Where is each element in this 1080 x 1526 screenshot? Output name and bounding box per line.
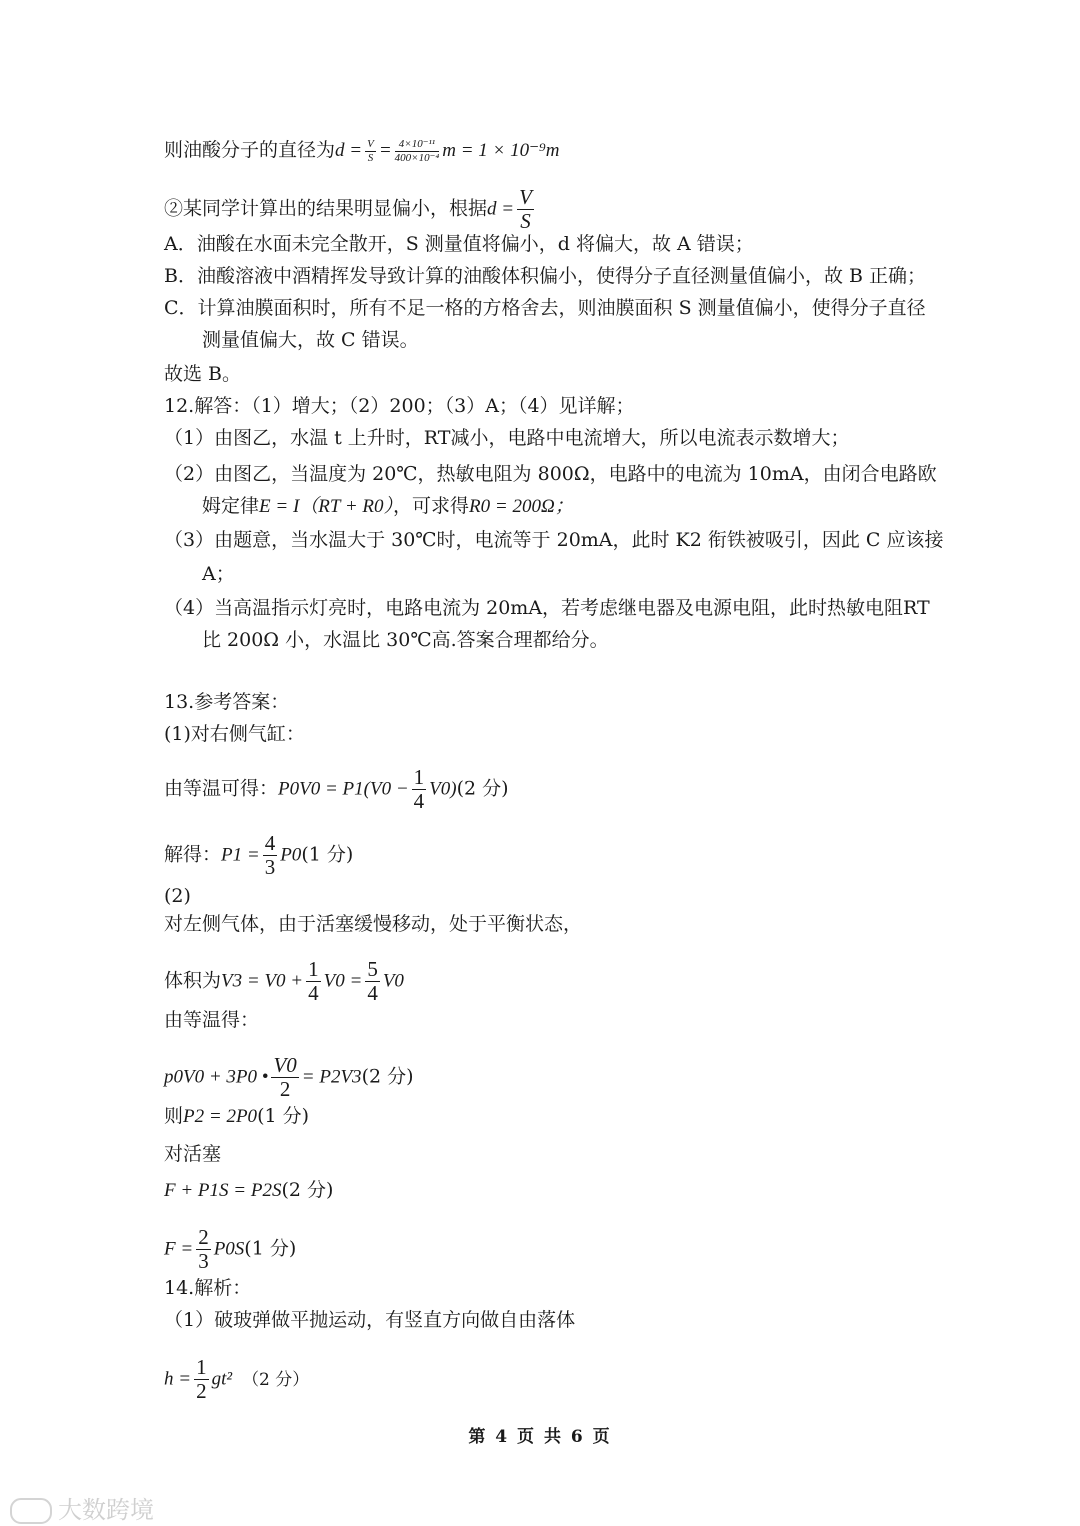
score: (2 分) — [456, 777, 509, 800]
text: 由等温可得： — [164, 777, 279, 800]
frac-v-s — [365, 138, 376, 163]
diameter-line: 则油酸分子的直径为d = $\frac{V}{S}$ = $\frac{\text{4×10⁻¹¹}}{\text{400×10⁻⁴}}$ m = 1 × 10⁻⁹m — [164, 138, 560, 164]
option-b: B．油酸溶液中酒精挥发导致计算的油酸体积偏小，使得分子直径测量值偏小，故 B 正确； — [164, 265, 927, 287]
frac-5-4 — [365, 958, 380, 1005]
q12-answer: 12.解答：（1）增大；（2）200；（3）A；（4）见详解； — [164, 395, 635, 417]
eq-rhs: = P2V3 — [301, 1066, 362, 1088]
text: 解得： — [164, 843, 222, 866]
eq-lhs: h = — [164, 1368, 192, 1390]
frac-1-2 — [194, 1356, 209, 1403]
q14-part1: （1）破玻弹做平抛运动，有竖直方向做自由落体 — [164, 1309, 576, 1331]
num: V — [367, 138, 374, 151]
den: 2 — [279, 1077, 291, 1102]
text: ②某同学计算出的结果明显偏小，根据 — [164, 197, 488, 220]
score: (2 分) — [361, 1065, 414, 1088]
eq-rhs: P0S — [213, 1238, 245, 1260]
num: 5 — [367, 957, 378, 981]
num: 4×10⁻¹¹ — [395, 138, 440, 151]
frac-v-s-big — [517, 186, 534, 233]
q12-part4-cont: 比 200Ω 小，水温比 30℃高.答案合理都给分。 — [202, 629, 609, 651]
frac-1-4 — [412, 766, 427, 813]
num: V0 — [273, 1053, 297, 1077]
p2-eq: P2 = 2P0 — [183, 1106, 258, 1127]
den: 3 — [264, 855, 276, 880]
text: 姆定律 — [202, 495, 260, 517]
eq-rhs: gt² — [211, 1368, 233, 1390]
q13-part2: (2) — [164, 885, 191, 907]
page-number: 第 4 页 共 6 页 — [468, 1427, 612, 1447]
den: 4 — [367, 981, 378, 1006]
frac-4-3 — [263, 832, 278, 879]
line-2 — [164, 186, 537, 233]
q12-part3: （3）由题意，当水温大于 30℃时，电流等于 20mA，此时 K2 衔铁被吸引，因此 C 应该接 — [164, 529, 944, 551]
den: 3 — [198, 1249, 209, 1274]
q13-heading: 13.参考答案： — [164, 691, 290, 713]
p2-result — [164, 1104, 309, 1129]
num: V — [519, 185, 532, 209]
score: （2 分） — [242, 1369, 310, 1390]
den: 4 — [308, 981, 319, 1006]
force-eq1 — [164, 1178, 333, 1203]
d-expr: d = — [335, 140, 363, 161]
force-eq2 — [164, 1226, 296, 1273]
num: 2 — [198, 1225, 209, 1249]
q12-part2: （2）由图乙，当温度为 20℃，热敏电阻为 800Ω，电路中的电流为 10mA，由闭合电路欧 — [164, 463, 937, 485]
option-c-cont: 测量值偏大，故 C 错误。 — [202, 329, 419, 351]
num: 1 — [413, 765, 425, 789]
watermark — [10, 1490, 154, 1525]
score: (1 分) — [244, 1237, 297, 1260]
den: 2 — [196, 1379, 207, 1404]
text: 则 — [164, 1105, 184, 1127]
text: 则油酸分子的直径为 — [164, 139, 336, 161]
solve-p1 — [164, 832, 353, 879]
d-result: m = 1 × 10⁻⁹m — [442, 140, 560, 161]
score: (2 分) — [281, 1179, 334, 1201]
frac-values — [395, 138, 440, 163]
option-a: A．油酸在水面未完全散开，S 测量值将偏小，d 将偏大，故 A 错误； — [164, 233, 754, 255]
den: 400×10⁻⁴ — [394, 151, 440, 164]
num: 4 — [264, 831, 276, 855]
den: S — [520, 209, 531, 234]
option-c: C．计算油膜面积时，所有不足一格的方格舍去，则油膜面积 S 测量值偏小，使得分子直径 — [164, 297, 926, 319]
eq-rhs: V0 — [382, 970, 404, 992]
eq-lhs: P1 = — [221, 844, 260, 866]
q12-part3-cont: A； — [202, 563, 235, 585]
eq-lhs: p0V0 + 3P0 • — [164, 1066, 269, 1088]
eq-lhs: P0V0 = P1(V0 − — [278, 778, 409, 800]
q12-part2-cont — [202, 494, 574, 519]
watermark-text: 大数跨境 — [58, 1496, 154, 1524]
frac-1-4 — [306, 958, 321, 1005]
frac-v0-2 — [271, 1054, 298, 1101]
num: 1 — [196, 1355, 207, 1379]
eq-rhs: V0) — [429, 778, 457, 800]
volume-v3 — [164, 958, 404, 1005]
piston-label: 对活塞 — [164, 1143, 222, 1165]
score: (1 分) — [301, 843, 354, 866]
force-eq: F + P1S = P2S — [164, 1180, 282, 1201]
score: (1 分) — [257, 1105, 310, 1127]
isothermal-label: 由等温得： — [164, 1009, 260, 1031]
eq-mid: V0 = — [323, 970, 363, 992]
text: ，可求得 — [393, 495, 470, 517]
choose-b: 故选 B。 — [164, 363, 242, 385]
ohm-law: E = I（RT + R0） — [259, 496, 394, 517]
isothermal-eq1 — [164, 766, 509, 813]
frac-2-3 — [196, 1226, 211, 1273]
isothermal-eq2 — [164, 1054, 414, 1101]
den: 4 — [413, 789, 425, 814]
q12-part1: （1）由图乙，水温 t 上升时，RT减小，电路中电流增大，所以电流表示数增大； — [164, 427, 850, 449]
den: S — [367, 151, 374, 164]
watermark-logo-icon — [10, 1498, 52, 1524]
text: 体积为 — [164, 969, 222, 992]
free-fall-eq — [164, 1356, 309, 1403]
q12-part4: （4）当高温指示灯亮时，电路电流为 20mA，若考虑继电器及电源电阻，此时热敏电阻RT — [164, 597, 930, 619]
left-gas: 对左侧气体，由于活塞缓慢移动，处于平衡状态， — [164, 913, 583, 935]
q13-part1: (1)对右侧气缸： — [164, 723, 305, 745]
d-lhs: d = — [487, 198, 515, 220]
q14-heading: 14.解析： — [164, 1277, 252, 1299]
eq-rhs: P0 — [280, 844, 302, 866]
eq-lhs: V3 = V0 + — [221, 970, 304, 992]
eq-lhs: F = — [164, 1238, 194, 1260]
r0-value: R0 = 200Ω； — [469, 496, 574, 517]
num: 1 — [308, 957, 319, 981]
